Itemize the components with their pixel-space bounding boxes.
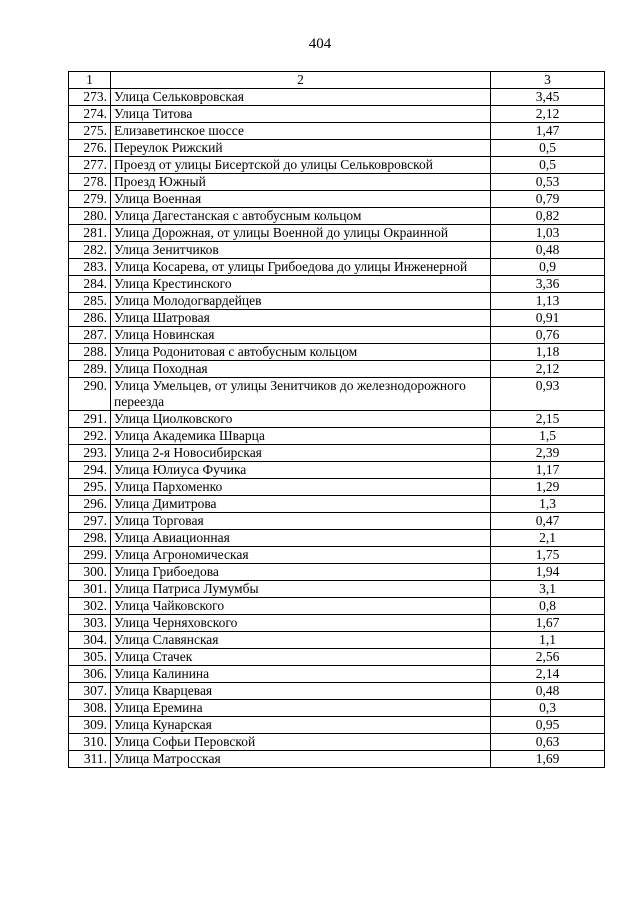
- row-number: 285.: [69, 293, 111, 310]
- row-street-name: Улица Кварцевая: [111, 683, 491, 700]
- row-number: 279.: [69, 191, 111, 208]
- row-value: 2,56: [491, 649, 605, 666]
- row-number: 283.: [69, 259, 111, 276]
- row-street-name: Улица Славянская: [111, 632, 491, 649]
- row-street-name: Улица Дорожная, от улицы Военной до улицы Окраинной: [111, 225, 491, 242]
- row-street-name: Улица Зенитчиков: [111, 242, 491, 259]
- row-street-name: Улица Крестинского: [111, 276, 491, 293]
- column-header-value: 3: [491, 72, 605, 89]
- table-row: [69, 649, 605, 666]
- row-number: 273.: [69, 89, 111, 106]
- row-number: 304.: [69, 632, 111, 649]
- page-number: 404: [308, 36, 332, 52]
- row-street-name: Улица Титова: [111, 106, 491, 123]
- table-row: [69, 378, 605, 411]
- row-value: 1,13: [491, 293, 605, 310]
- row-value: 0,82: [491, 208, 605, 225]
- table-row: [69, 428, 605, 445]
- row-value: 0,5: [491, 157, 605, 174]
- table-body: [69, 89, 605, 768]
- row-value: 1,3: [491, 496, 605, 513]
- row-number: 299.: [69, 547, 111, 564]
- table-row: [69, 734, 605, 751]
- row-value: 0,48: [491, 242, 605, 259]
- column-header-name: 2: [111, 72, 491, 89]
- table-row: [69, 89, 605, 106]
- row-street-name: Улица Циолковского: [111, 411, 491, 428]
- row-number: 294.: [69, 462, 111, 479]
- table-row: [69, 513, 605, 530]
- row-value: 1,29: [491, 479, 605, 496]
- row-number: 302.: [69, 598, 111, 615]
- table-row: [69, 479, 605, 496]
- row-value: 2,15: [491, 411, 605, 428]
- row-value: 2,39: [491, 445, 605, 462]
- row-value: 2,1: [491, 530, 605, 547]
- row-street-name: Улица Еремина: [111, 700, 491, 717]
- row-number: 308.: [69, 700, 111, 717]
- row-street-name: Улица Авиационная: [111, 530, 491, 547]
- row-value: 0,79: [491, 191, 605, 208]
- row-number: 305.: [69, 649, 111, 666]
- table-row: [69, 683, 605, 700]
- row-street-name: Улица Косарева, от улицы Грибоедова до улицы Инженерной: [111, 259, 491, 276]
- table-row: [69, 174, 605, 191]
- row-number: 281.: [69, 225, 111, 242]
- row-value: 3,1: [491, 581, 605, 598]
- row-value: 0,76: [491, 327, 605, 344]
- road-list-table: [68, 71, 605, 768]
- row-street-name: Улица Черняховского: [111, 615, 491, 632]
- row-street-name: Улица Димитрова: [111, 496, 491, 513]
- row-number: 301.: [69, 581, 111, 598]
- row-number: 291.: [69, 411, 111, 428]
- table-row: [69, 462, 605, 479]
- row-number: 297.: [69, 513, 111, 530]
- row-value: 0,9: [491, 259, 605, 276]
- row-street-name: Улица Молодогвардейцев: [111, 293, 491, 310]
- table-row: [69, 208, 605, 225]
- row-value: 0,47: [491, 513, 605, 530]
- row-number: 293.: [69, 445, 111, 462]
- row-value: 1,1: [491, 632, 605, 649]
- table-row: [69, 496, 605, 513]
- row-number: 284.: [69, 276, 111, 293]
- row-value: 0,91: [491, 310, 605, 327]
- row-number: 278.: [69, 174, 111, 191]
- row-value: 3,45: [491, 89, 605, 106]
- row-value: 0,5: [491, 140, 605, 157]
- row-value: 1,5: [491, 428, 605, 445]
- table-row: [69, 564, 605, 581]
- table-row: [69, 225, 605, 242]
- row-street-name: Улица Академика Шварца: [111, 428, 491, 445]
- row-street-name: Улица Юлиуса Фучика: [111, 462, 491, 479]
- row-street-name: Улица Родонитовая с автобусным кольцом: [111, 344, 491, 361]
- table-row: [69, 123, 605, 140]
- row-number: 307.: [69, 683, 111, 700]
- table-row: [69, 445, 605, 462]
- row-street-name: Улица Чайковского: [111, 598, 491, 615]
- row-value: 0,53: [491, 174, 605, 191]
- row-value: 1,47: [491, 123, 605, 140]
- row-number: 288.: [69, 344, 111, 361]
- table-row: [69, 276, 605, 293]
- row-value: 1,03: [491, 225, 605, 242]
- table-header-row: [69, 72, 605, 89]
- table-row: [69, 191, 605, 208]
- table-row: [69, 242, 605, 259]
- row-value: 0,3: [491, 700, 605, 717]
- row-value: 1,75: [491, 547, 605, 564]
- column-header-number: 1: [69, 72, 111, 89]
- row-street-name: Проезд Южный: [111, 174, 491, 191]
- row-street-name: Улица Пархоменко: [111, 479, 491, 496]
- row-number: 277.: [69, 157, 111, 174]
- row-number: 303.: [69, 615, 111, 632]
- row-street-name: Проезд от улицы Бисертской до улицы Сельковровской: [111, 157, 491, 174]
- row-value: 1,94: [491, 564, 605, 581]
- table-row: [69, 615, 605, 632]
- row-street-name: Переулок Рижский: [111, 140, 491, 157]
- row-number: 292.: [69, 428, 111, 445]
- table-row: [69, 530, 605, 547]
- table-row: [69, 717, 605, 734]
- table-row: [69, 632, 605, 649]
- row-street-name: Улица Стачек: [111, 649, 491, 666]
- table-row: [69, 344, 605, 361]
- table-row: [69, 751, 605, 768]
- table-row: [69, 361, 605, 378]
- row-number: 280.: [69, 208, 111, 225]
- table-row: [69, 666, 605, 683]
- row-number: 300.: [69, 564, 111, 581]
- row-street-name: Улица Матросская: [111, 751, 491, 768]
- row-number: 287.: [69, 327, 111, 344]
- row-street-name: Улица Агрономическая: [111, 547, 491, 564]
- row-street-name: Улица Софьи Перовской: [111, 734, 491, 751]
- row-street-name: Елизаветинское шоссе: [111, 123, 491, 140]
- table-row: [69, 700, 605, 717]
- row-value: 1,18: [491, 344, 605, 361]
- table-row: [69, 293, 605, 310]
- row-number: 282.: [69, 242, 111, 259]
- row-number: 306.: [69, 666, 111, 683]
- row-number: 309.: [69, 717, 111, 734]
- row-street-name: Улица Шатровая: [111, 310, 491, 327]
- row-value: 0,63: [491, 734, 605, 751]
- row-street-name: Улица Новинская: [111, 327, 491, 344]
- row-value: 0,48: [491, 683, 605, 700]
- row-number: 296.: [69, 496, 111, 513]
- row-value: 0,93: [491, 378, 605, 411]
- row-value: 2,12: [491, 106, 605, 123]
- row-number: 276.: [69, 140, 111, 157]
- table-row: [69, 327, 605, 344]
- row-street-name: Улица Сельковровская: [111, 89, 491, 106]
- row-value: 0,8: [491, 598, 605, 615]
- table-row: [69, 140, 605, 157]
- row-number: 275.: [69, 123, 111, 140]
- row-number: 311.: [69, 751, 111, 768]
- row-street-name: Улица Торговая: [111, 513, 491, 530]
- row-number: 286.: [69, 310, 111, 327]
- row-street-name: Улица 2-я Новосибирская: [111, 445, 491, 462]
- row-value: 0,95: [491, 717, 605, 734]
- row-number: 274.: [69, 106, 111, 123]
- row-value: 3,36: [491, 276, 605, 293]
- table-row: [69, 411, 605, 428]
- table-row: [69, 310, 605, 327]
- row-street-name: Улица Военная: [111, 191, 491, 208]
- row-value: 2,12: [491, 361, 605, 378]
- row-value: 1,67: [491, 615, 605, 632]
- row-number: 295.: [69, 479, 111, 496]
- row-street-name: Улица Кунарская: [111, 717, 491, 734]
- row-street-name: Улица Калинина: [111, 666, 491, 683]
- table-row: [69, 106, 605, 123]
- table-row: [69, 547, 605, 564]
- row-number: 290.: [69, 378, 111, 411]
- row-street-name: Улица Походная: [111, 361, 491, 378]
- table-row: [69, 157, 605, 174]
- row-street-name: Улица Грибоедова: [111, 564, 491, 581]
- row-value: 2,14: [491, 666, 605, 683]
- row-value: 1,69: [491, 751, 605, 768]
- row-number: 298.: [69, 530, 111, 547]
- row-number: 289.: [69, 361, 111, 378]
- table-row: [69, 581, 605, 598]
- row-street-name: Улица Умельцев, от улицы Зенитчиков до железнодорожного переезда: [111, 378, 491, 411]
- row-value: 1,17: [491, 462, 605, 479]
- row-street-name: Улица Дагестанская с автобусным кольцом: [111, 208, 491, 225]
- table-row: [69, 598, 605, 615]
- table-row: [69, 259, 605, 276]
- row-number: 310.: [69, 734, 111, 751]
- row-street-name: Улица Патриса Лумумбы: [111, 581, 491, 598]
